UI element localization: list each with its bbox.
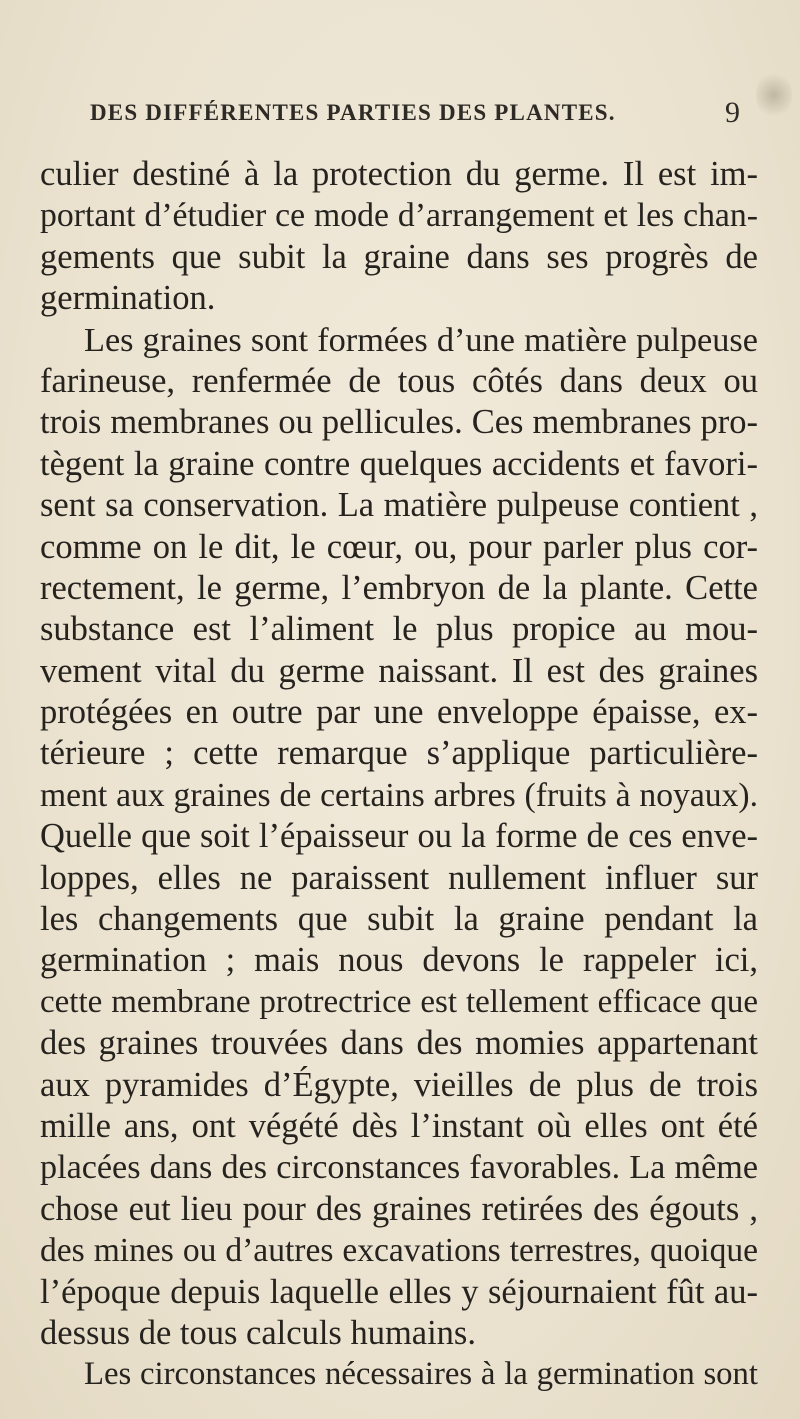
text-line: germination. — [40, 279, 216, 318]
text-line: cette membrane protrectrice est tellement efficace que — [40, 983, 758, 1020]
text-line: culier destiné à la protection du germe. Il est im- — [40, 155, 758, 193]
text-line: trois membranes ou pellicules. Ces membranes pro- — [40, 403, 758, 442]
text-line: rectement, le germe, l’embryon de la plante. Cette — [40, 568, 758, 607]
body-text — [40, 154, 758, 1396]
text-line: les changements que subit la graine pendant la — [40, 900, 758, 939]
text-line: placées dans des circonstances favorables. La même — [40, 1149, 758, 1187]
text-line: Les circonstances nécessaires à la germination sont — [84, 1356, 758, 1393]
text-line: gements que subit la graine dans ses progrès de — [40, 237, 758, 276]
text-line: ment aux graines de certains arbres (fruits à noyaux). — [40, 776, 758, 814]
text-line: tègent la graine contre quelques accidents et favori- — [40, 444, 758, 483]
text-line: comme on le dit, le cœur, ou, pour parler plus cor- — [40, 527, 758, 566]
text-line: vement vital du germe naissant. Il est des graines — [40, 651, 758, 690]
text-line: sent sa conservation. La matière pulpeuse contient , — [40, 486, 758, 525]
text-line: des mines ou d’autres excavations terrestres, quoique — [40, 1232, 758, 1270]
text-line: mille ans, ont végété dès l’instant où elles ont été — [40, 1106, 758, 1145]
text-line: des graines trouvées dans des momies appartenant — [40, 1024, 758, 1063]
text-line: Quelle que soit l’épaisseur ou la forme de ces enve- — [40, 817, 758, 856]
text-line: substance est l’aliment le plus propice au mou- — [40, 610, 758, 649]
running-head — [90, 96, 740, 140]
text-line: térieure ; cette remarque s’applique particulière- — [40, 734, 758, 773]
running-title: DES DIFFÉRENTES PARTIES DES PLANTES. — [90, 100, 616, 125]
text-line: portant d’étudier ce mode d’arrangement et les chan- — [40, 197, 758, 235]
text-line: dessus de tous calculs humains. — [40, 1313, 476, 1352]
page-number: 9 — [725, 96, 740, 129]
text-line: loppes, elles ne paraissent nullement influer sur — [40, 858, 758, 897]
text-line: chose eut lieu pour des graines retirées des égouts , — [40, 1189, 758, 1228]
text-line: protégées en outre par une enveloppe épaisse, ex- — [40, 693, 758, 732]
text-line: germination ; mais nous devons le rappeler ici, — [40, 941, 758, 980]
text-line: farineuse, renfermée de tous côtés dans deux ou — [40, 361, 758, 400]
text-line: aux pyramides d’Égypte, vieilles de plus de trois — [40, 1065, 758, 1104]
paper-stain — [756, 70, 792, 120]
text-line: l’époque depuis laquelle elles y séjournaient fût au- — [40, 1272, 758, 1311]
text-line: Les graines sont formées d’une matière pulpeuse — [84, 320, 758, 359]
